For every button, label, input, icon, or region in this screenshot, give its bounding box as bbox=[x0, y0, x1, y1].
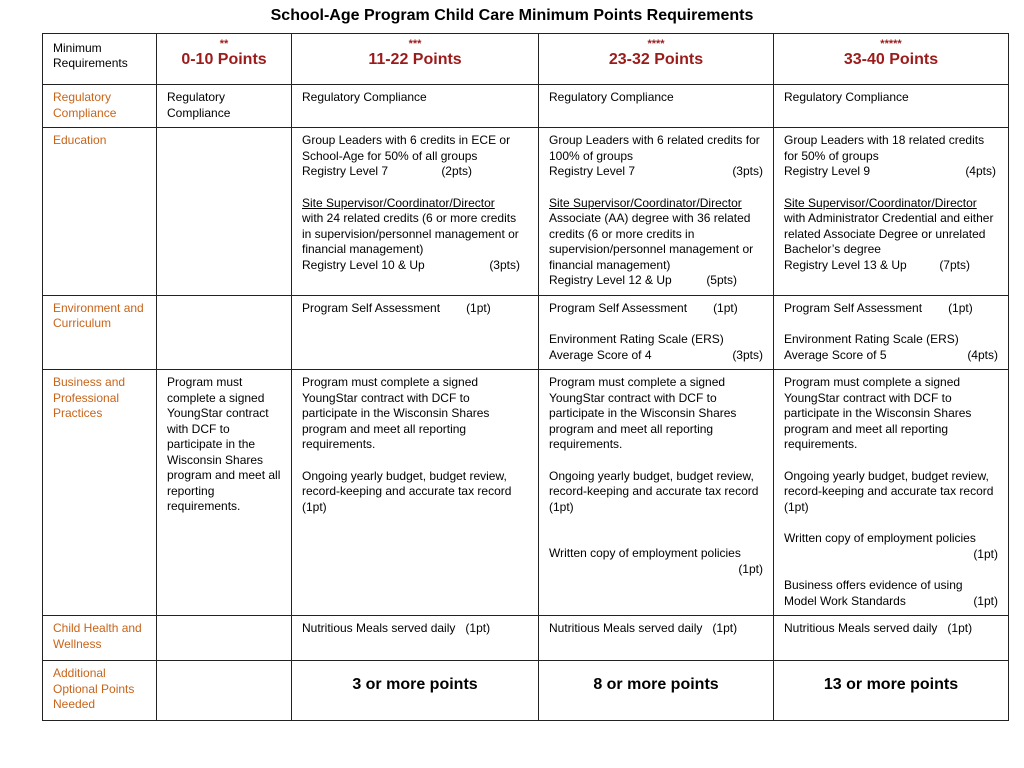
tier-header-3-star bbox=[292, 34, 539, 85]
cell-text: Program Self Assessment bbox=[302, 300, 441, 315]
model-work-line bbox=[784, 594, 998, 610]
points-value: (1pt) bbox=[973, 593, 998, 608]
supervisor-title: Site Supervisor/Coordinator/Director bbox=[302, 195, 495, 210]
registry-level: Registry Level 10 & Up bbox=[302, 257, 425, 272]
cell-text: Average Score of 4 bbox=[549, 347, 652, 362]
points-value: (3pts) bbox=[732, 347, 763, 362]
cell-text: Program must complete a signed YoungStar contract with DCF to participate in the Wisconsin Shares program and meet all reporting requirements. bbox=[784, 375, 972, 451]
self-assessment-line bbox=[549, 301, 763, 317]
points-value: (5pts) bbox=[706, 273, 737, 287]
registry-line bbox=[784, 258, 998, 274]
cell-text: Ongoing yearly budget, budget review, record-keeping and accurate tax record (1pt) bbox=[784, 468, 994, 514]
empty-cell bbox=[157, 295, 292, 370]
environment-cell-5-star bbox=[774, 295, 1009, 370]
row-header-education: Education bbox=[43, 128, 157, 296]
star-rating: ***** bbox=[880, 38, 902, 50]
cell-text: Written copy of employment policies bbox=[784, 531, 976, 545]
education-cell-5-star bbox=[774, 128, 1009, 296]
cell-text: Ongoing yearly budget, budget review, record-keeping and accurate tax record (1pt) bbox=[302, 468, 512, 514]
cell-text: Group Leaders with 6 credits in ECE or School-Age for 50% of all groups bbox=[302, 133, 511, 163]
cell-text: Model Work Standards bbox=[784, 593, 906, 608]
points-value: (1pt) bbox=[738, 561, 763, 576]
environment-cell-4-star bbox=[539, 295, 774, 370]
empty-cell bbox=[157, 616, 292, 661]
table-row-environment bbox=[43, 295, 1009, 370]
table-row-optional bbox=[43, 661, 1009, 721]
registry-line bbox=[302, 164, 528, 180]
registry-level: Registry Level 12 & Up bbox=[549, 273, 672, 287]
registry-line bbox=[549, 273, 763, 289]
tier-points: 33-40 Points bbox=[843, 51, 939, 68]
points-value: (2pts) bbox=[441, 164, 472, 178]
points-value: (4pts) bbox=[965, 164, 996, 178]
points-value: (1pt) bbox=[466, 300, 491, 315]
registry-level: Registry Level 7 bbox=[549, 164, 636, 178]
requirements-table bbox=[42, 33, 1009, 721]
cell-text: Nutritious Meals served daily (1pt) bbox=[539, 616, 774, 661]
optional-points-4-star: 8 or more points bbox=[539, 661, 774, 721]
header-row bbox=[43, 34, 1009, 85]
business-cell-3-star bbox=[292, 370, 539, 616]
corner-header: Minimum Requirements bbox=[43, 34, 157, 85]
education-cell-3-star bbox=[292, 128, 539, 296]
cell-text: Program must complete a signed YoungStar contract with DCF to participate in the Wisconsin Shares program and meet all reporting requirements. bbox=[549, 375, 737, 451]
registry-level: Registry Level 7 bbox=[302, 164, 389, 178]
cell-text: Environment Rating Scale (ERS) bbox=[784, 332, 959, 346]
cell-text: Associate (AA) degree with 36 related credits (6 or more credits in supervision/personnel management or financial management) bbox=[549, 211, 754, 272]
tier-points: 0-10 Points bbox=[181, 51, 267, 68]
cell-text: Regulatory Compliance bbox=[157, 85, 292, 128]
business-cell-4-star bbox=[539, 370, 774, 616]
star-rating: ** bbox=[219, 38, 229, 50]
optional-points-3-star: 3 or more points bbox=[292, 661, 539, 721]
cell-text: Average Score of 5 bbox=[784, 347, 887, 362]
cell-text: Nutritious Meals served daily (1pt) bbox=[774, 616, 1009, 661]
row-header-optional: Additional Optional Points Needed bbox=[43, 661, 157, 721]
registry-level: Registry Level 9 bbox=[784, 164, 871, 178]
cell-text: with Administrator Credential and either related Associate Degree or unrelated Bachelor’s degree bbox=[784, 211, 994, 256]
ers-score-line bbox=[784, 348, 998, 364]
cell-text: Regulatory Compliance bbox=[292, 85, 539, 128]
cell-text: Regulatory Compliance bbox=[774, 85, 1009, 128]
tier-header-4-star bbox=[539, 34, 774, 85]
self-assessment-line bbox=[784, 301, 998, 317]
cell-text: Business offers evidence of using bbox=[784, 578, 963, 592]
table-row-education bbox=[43, 128, 1009, 296]
registry-line bbox=[549, 164, 763, 180]
registry-line bbox=[302, 258, 528, 274]
supervisor-title: Site Supervisor/Coordinator/Director bbox=[549, 195, 742, 210]
environment-cell-3-star bbox=[292, 295, 539, 370]
points-value: (4pts) bbox=[967, 347, 998, 362]
cell-text: Program must complete a signed YoungStar contract with DCF to participate in the Wisconsin Shares program and meet all reporting requirements. bbox=[157, 370, 292, 616]
row-header-business: Business and Professional Practices bbox=[43, 370, 157, 616]
row-header-environment: Environment and Curriculum bbox=[43, 295, 157, 370]
points-value: (1pt) bbox=[973, 546, 998, 561]
empty-cell bbox=[157, 128, 292, 296]
education-cell-4-star bbox=[539, 128, 774, 296]
row-header-health: Child Health and Wellness bbox=[43, 616, 157, 661]
points-value: (3pts) bbox=[732, 164, 763, 178]
star-rating: *** bbox=[408, 38, 422, 50]
cell-text: Program Self Assessment bbox=[549, 300, 688, 315]
tier-header-2-star bbox=[157, 34, 292, 85]
optional-points-5-star: 13 or more points bbox=[774, 661, 1009, 721]
business-cell-5-star bbox=[774, 370, 1009, 616]
cell-text: Nutritious Meals served daily (1pt) bbox=[292, 616, 539, 661]
table-row-business bbox=[43, 370, 1009, 616]
points-value: (3pts) bbox=[489, 257, 520, 272]
cell-text: Group Leaders with 18 related credits for 50% of groups bbox=[784, 133, 985, 163]
tier-points: 23-32 Points bbox=[608, 51, 704, 68]
tier-header-5-star bbox=[774, 34, 1009, 85]
points-value: (7pts) bbox=[939, 257, 970, 272]
empty-cell bbox=[157, 661, 292, 721]
tier-points: 11-22 Points bbox=[368, 51, 462, 68]
cell-text: Program must complete a signed YoungStar contract with DCF to participate in the Wisconsin Shares program and meet all reporting requirements. bbox=[302, 375, 490, 451]
page-title: School-Age Program Child Care Minimum Points Requirements bbox=[270, 7, 754, 24]
table-row-health bbox=[43, 616, 1009, 661]
cell-text: Environment Rating Scale (ERS) bbox=[549, 332, 724, 346]
cell-text: Program Self Assessment bbox=[784, 300, 923, 315]
points-value: (1pt) bbox=[948, 300, 973, 315]
ers-score-line bbox=[549, 348, 763, 364]
star-rating: **** bbox=[647, 38, 665, 50]
row-header-regulatory: Regulatory Compliance bbox=[43, 85, 157, 128]
points-value: (1pt) bbox=[713, 300, 738, 315]
table-row-regulatory bbox=[43, 85, 1009, 128]
supervisor-title: Site Supervisor/Coordinator/Director bbox=[784, 195, 977, 210]
cell-text: Regulatory Compliance bbox=[539, 85, 774, 128]
cell-text: Ongoing yearly budget, budget review, record-keeping and accurate tax record (1pt) bbox=[549, 468, 759, 514]
self-assessment-line bbox=[302, 301, 528, 317]
cell-text: Written copy of employment policies bbox=[549, 546, 741, 560]
cell-text: with 24 related credits (6 or more credits in supervision/personnel management or financial management) bbox=[302, 211, 519, 256]
registry-line bbox=[784, 164, 998, 180]
registry-level: Registry Level 13 & Up bbox=[784, 257, 907, 272]
cell-text: Group Leaders with 6 related credits for 100% of groups bbox=[549, 133, 760, 163]
